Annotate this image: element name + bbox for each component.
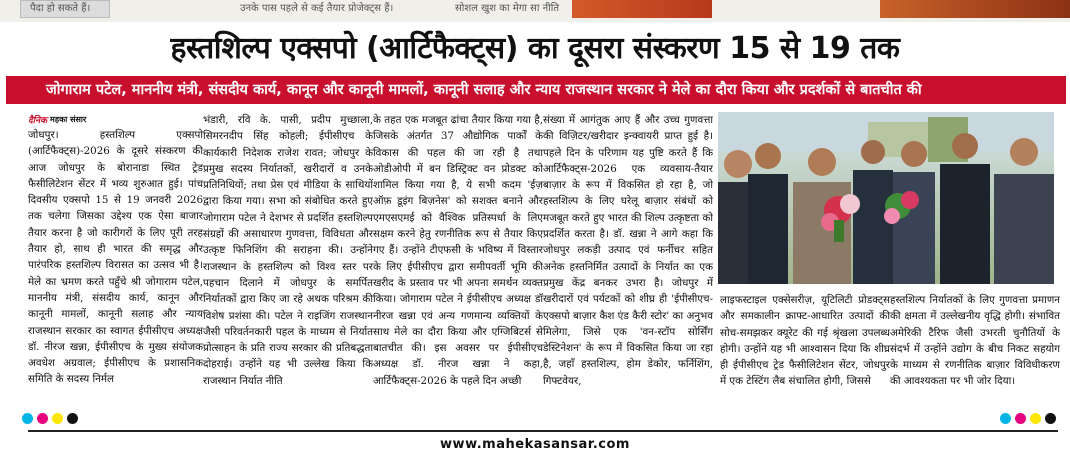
article-text-1: जोधपुर। हस्तशिल्प एक्सपो (आर्टिफैक्ट्स)-2026 के दूसरे संस्करण की आज जोधपुर के बोरानाडा स्थित ट्रेड फैसीलिटेशन सेंटर में भव्य शुरुआत हुई। पांच दिवसीय एक्सपो 15 से 19 जनवरी 2026 तक चलेगा जिसका उद्देश्य एक ऐसा बाजार तैयार करना है जो कारीगरों के लिए पूरी तरह तैयार हो, साथ ही भारत की समृद्ध और पारंपरिक हस्तशिल्प विरासत का उत्सव भी है। मेले का भ्रमण करते पहुँचे श्री जोगाराम पटेल, माननीय मंत्री, संसदीय कार्य, कानून और कानूनी मामलों, कानूनी सलाह और न्याय राजस्थान सरकार का स्वागत ईपीसीएच अध्यक्ष डॉ. नीरज खन्ना, ईपीसीएच के मुख्य संयोजक अवधेश अग्रवाल; ईपीसीएच के प्रशासनिक समिति के सदस्य निर्मल bbox=[28, 129, 203, 386]
top-strip bbox=[0, 0, 1070, 22]
reg-dot-magenta bbox=[1015, 413, 1026, 424]
top-strip-right-text: सोशल खुश का मेगा सा नीति bbox=[455, 3, 560, 14]
article-column-4 bbox=[543, 112, 713, 422]
article-text-4: संख्या में आगंतुक आए हैं और उच्च गुणवत्ता की विज़िटर/खरीदार इन्क्वायरी प्राप्त हुई है। पहले दिन के परिणाम यह पुष्टि करते हैं कि आर्टिफैक्ट्स-2026 एक व्यवसाय-तैयार बाज़ार के रूप में विकसित हो रहा है, जो हस्तशिल्प के लिए घरेलू बाज़ार संबंधों को मजबूत करते हुए भारत की शिल्प उत्कृष्टता को प्रदर्शित करता है। डॉ. खन्ना ने आगे कहा कि जोधपुर लकड़ी उत्पाद एवं फर्नीचर सहित अनेक हस्तनिर्मित उत्पादों के निर्यात का एक प्रमुख केंद्र बनकर उभरा है। जोधपुर में खरीदारों एवं पर्यटकों को शीघ्र ही 'ईपीसीएच-एक्सपो बाज़ार कैश एंड कैरी स्टोर' का अनुभव मिलेगा, जिसे एक 'वन-स्टॉप सोर्सिंग डेस्टिनेशन' के रूप में विकसित किया जा रहा है, जहाँ हस्तशिल्प, होम डेकोर, फर्निशिंग, गिफ्टवेयर, bbox=[543, 114, 713, 387]
reg-dot-black bbox=[67, 413, 78, 424]
reg-dot-magenta bbox=[37, 413, 48, 424]
top-strip-image-2 bbox=[880, 0, 1070, 18]
article-text-5: लाइफस्टाइल एक्सेसरीज़, यूटिलिटी प्रोडक्ट्स और समकालीन क्राफ्ट-आधारित उत्पादों की सोच-समझकर क्यूरेट की गई श्रृंखला उपलब्ध होगी। उन्होंने यह भी आश्वासन दिया कि शीघ्र ही ईपीसीएच ट्रेड फैसीलिटेशन सेंटर, जोधपुर में एक टेस्टिंग लैब संचालित होगी, जिससे bbox=[720, 294, 890, 388]
article-column-3 bbox=[373, 112, 543, 422]
top-strip-image bbox=[572, 0, 712, 18]
article-column-6 bbox=[890, 292, 1060, 432]
reg-dot-yellow bbox=[1030, 413, 1041, 424]
registration-marks-left bbox=[22, 413, 78, 424]
article-column-5 bbox=[720, 292, 890, 432]
footer-website[interactable]: www.mahekasansar.com bbox=[440, 437, 630, 452]
article-column-2 bbox=[203, 112, 373, 422]
news-photo bbox=[718, 112, 1054, 284]
article-column-1 bbox=[28, 127, 203, 422]
subheadline: जोगाराम पटेल, माननीय मंत्री, संसदीय कार्य, कानून और कानूनी मामलों, कानूनी सलाह और न्याय राजस्थान सरकार ने मेले का दौरा किया और प्रदर्शकों से बातचीत की bbox=[6, 76, 1066, 104]
footer-rule bbox=[28, 430, 1058, 432]
top-strip-mid-text: उनके पास पहले से कई तैयार प्रोजेक्ट्स हैं। bbox=[240, 3, 394, 14]
article-text-6: हस्तशिल्प निर्यातकों के लिए गुणवत्ता प्रमाणन की क्षमता में उल्लेखनीय वृद्धि होगी। संभावित अमेरिकी टैरिफ जैसी उभरती चुनौतियों के संदर्भ में उन्होंने उद्योग के बीच निकट सहयोग के माध्यम से रणनीतिक बाज़ार विविधीकरण की आवश्यकता पर भी जोर दिया। bbox=[890, 294, 1060, 388]
byline bbox=[28, 112, 86, 126]
reg-dot-black bbox=[1045, 413, 1056, 424]
reg-dot-cyan bbox=[1000, 413, 1011, 424]
byline-paper: दैनिक bbox=[28, 115, 48, 126]
byline-reporter: महका संसार bbox=[50, 114, 87, 124]
reg-dot-cyan bbox=[22, 413, 33, 424]
photo-illustration bbox=[718, 112, 1054, 284]
reg-dot-yellow bbox=[52, 413, 63, 424]
registration-marks-right bbox=[1000, 413, 1056, 424]
article-text-3: के तहत एक मजबूत ढांचा तैयार किया गया है, जिसके अंतर्गत 37 औद्योगिक पार्कों के विकास की पहल की जा रही है तथा ओडीओपी में बन डिस्ट्रिक्ट वन प्रोडक्ट को शामिल किया गया है, ये सभी कदम 'ईज़ ऑफ़ डूइंग बिज़नेस' को सशक्त बनाने और एमएसएमई को वैश्विक प्रतिस्पर्धा के लिए सक्षम करने हेतु रणनीतिक रूप से तैयार किए गए हैं। उन्होंने टीएफसी के भविष्य में विस्तार के लिए ईपीसीएच द्वारा समीपवर्ती भूमि की खरीद के प्रस्ताव पर भी अपना समर्थन व्यक्त किया। जोगाराम पटेल ने ईपीसीएच अध्यक्ष डॉ नीरज खन्ना एवं अन्य गणमान्य व्यक्तियों के साथ मेले का दौरा किया और एग्जिबिटर्स से बातचीत की। इस अवसर पर ईपीसीएच अध्यक्ष डॉ. नीरज खन्ना ने कहा, आर्टिफैक्ट्स-2026 के पहले दिन अच्छी bbox=[373, 114, 543, 387]
article-text-2: भंडारी, रवि के. पासी, प्रदीप मुच्छाला, सिमरनदीप सिंह कोहली; ईपीसीएच के कार्यकारी निदेशक राजेश रावत; जोधपुर के प्रमुख सदस्य निर्यातकों, खरीदारों व उनके प्रतिनिधियों; तथा प्रेस एवं मीडिया के साथियों द्वारा किया गया। सभा को संबोधित करते हुए जोगाराम पटेल ने देशभर से प्रदर्शित हस्तशिल्प संग्रहों की असाधारण गुणवत्ता, विविधता और उत्कृष्ट फिनिशिंग की सराहना की। उन्होंने राजस्थान के हस्तशिल्प को विश्व स्तर पर पहचान दिलाने में जोधपुर के समर्पित निर्यातकों द्वारा किए जा रहे अथक परिश्रम की विशेष प्रशंसा की। पटेल ने राइजिंग राजस्थान जैसी परिवर्तनकारी पहल के माध्यम से निर्यात प्रोत्साहन के प्रति राज्य सरकार की प्रतिबद्धता दोहराई। उन्होंने यह भी उल्लेख किया कि राजस्थान निर्यात नीति bbox=[203, 114, 373, 387]
top-strip-left-text: पैदा हो सकते हैं। bbox=[30, 3, 91, 14]
headline: हस्तशिल्प एक्सपो (आर्टिफैक्ट्स) का दूसरा संस्करण 15 से 19 तक bbox=[170, 31, 900, 66]
